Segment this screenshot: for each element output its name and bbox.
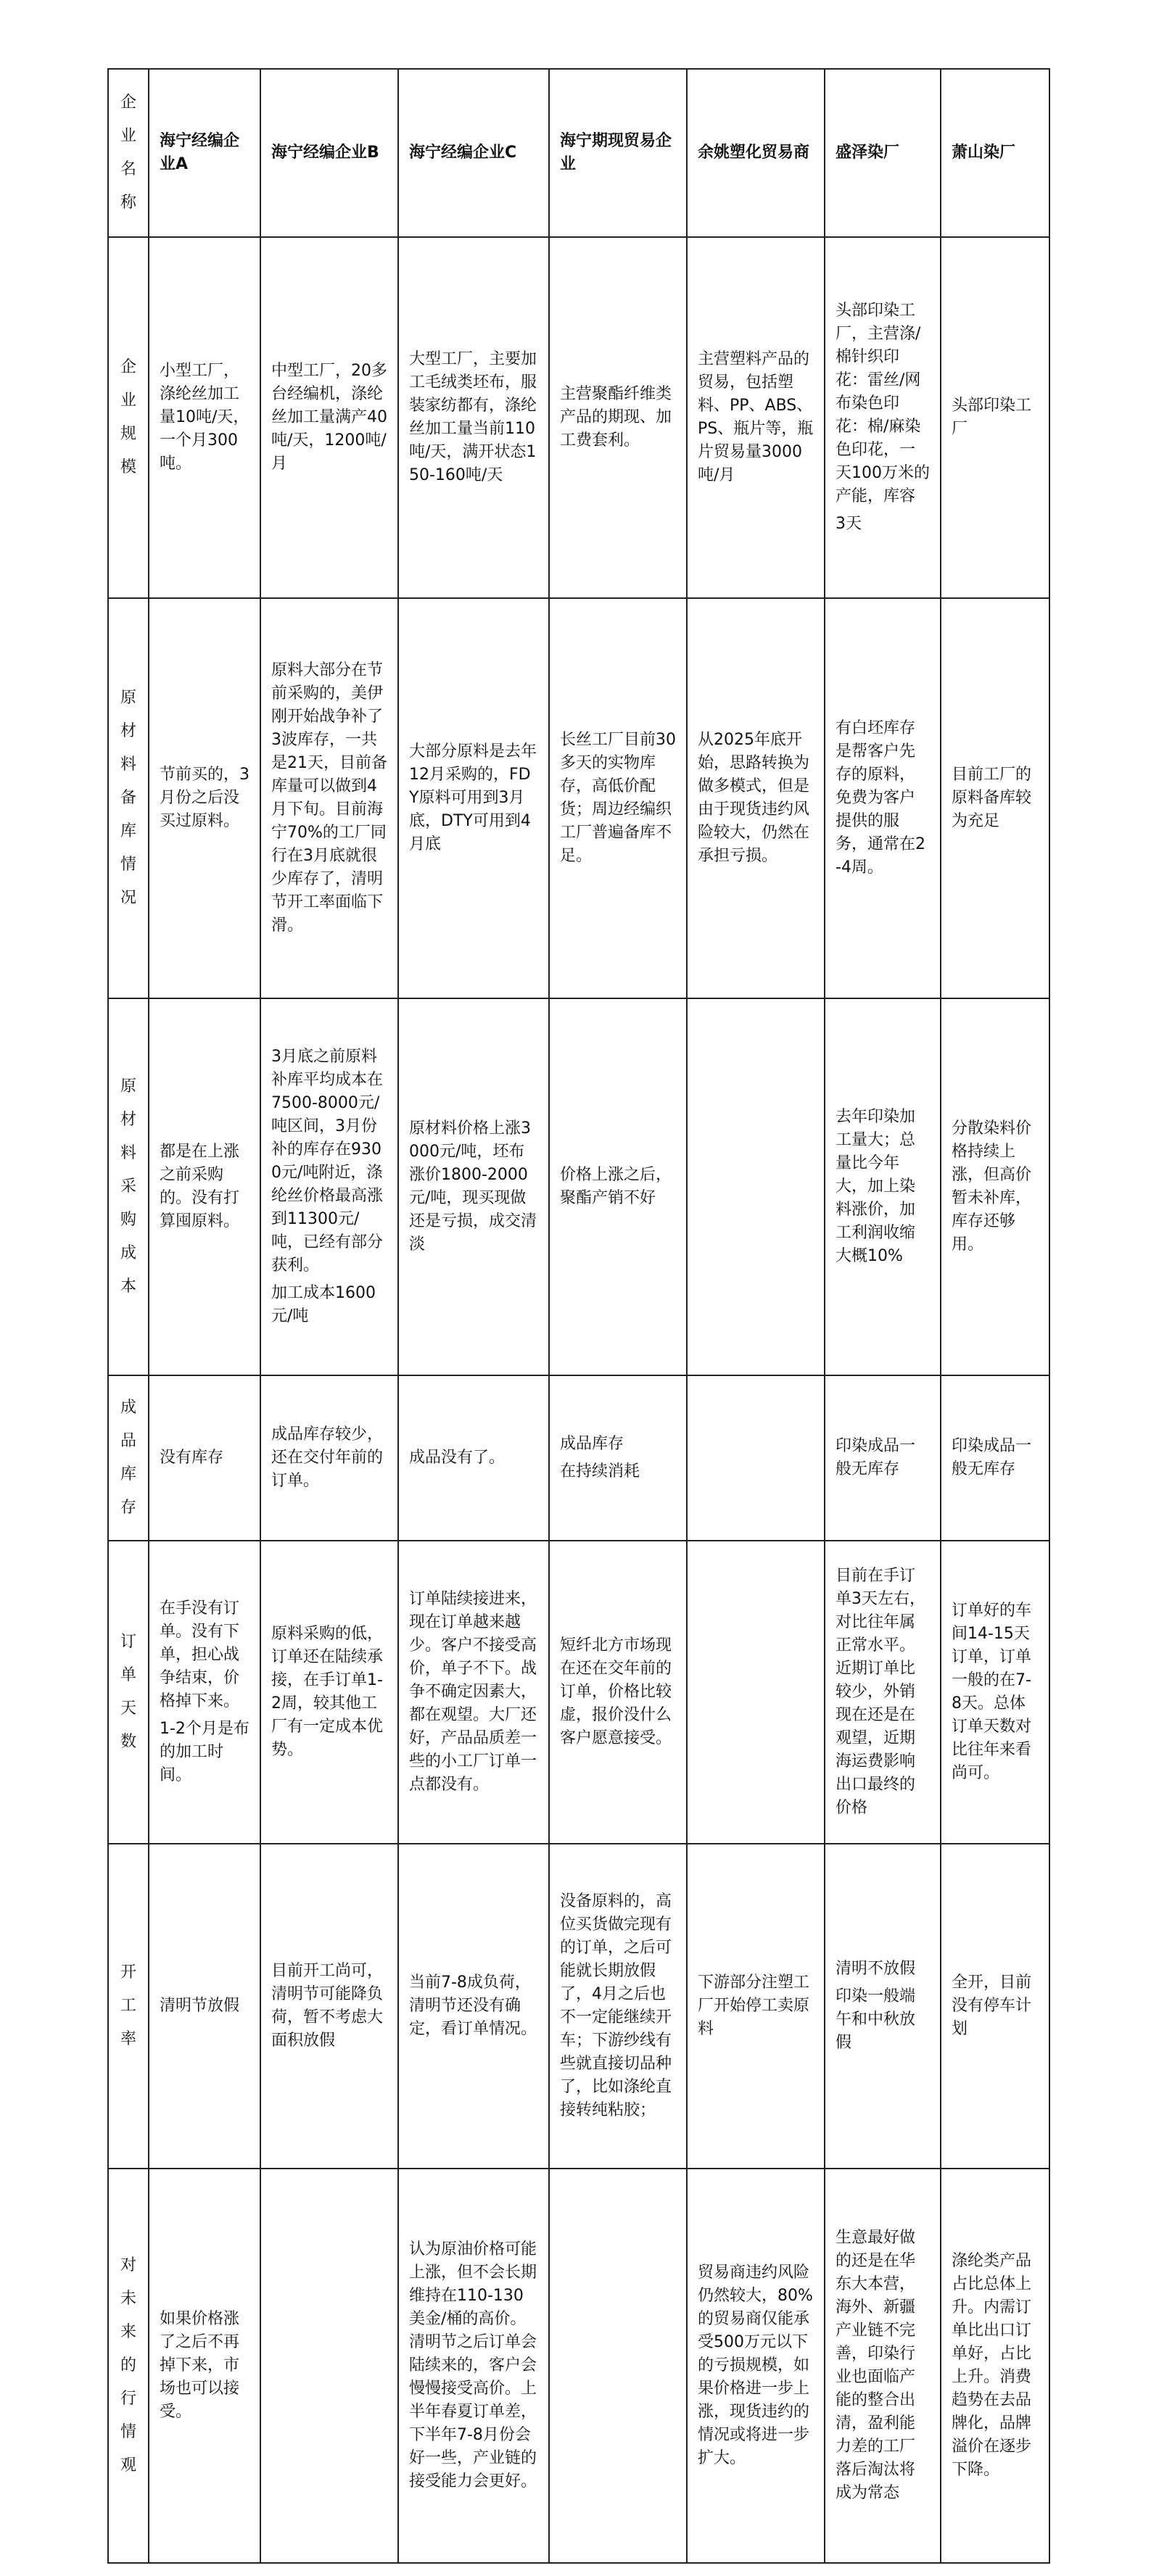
row-label: 开工率 <box>108 1844 149 2169</box>
column-header-xiaoshan: 萧山染厂 <box>941 69 1049 237</box>
table-cell: 节前买的，3月份之后没买过原料。 <box>149 598 260 998</box>
table-cell <box>549 2169 687 2563</box>
table-cell: 没备原料的，高位买货做完现有的订单，之后可能就长期放假了，4月之后也不一定能继续开车；下游纱线有些就直接切品种了，比如涤纶直接转纯粘胶； <box>549 1844 687 2169</box>
table-cell: 3月底之前原料补库平均成本在7500-8000元/吨区间，3月份补的库存在9300元/吨附近，涤纶丝价格最高涨到11300元/吨，已经有部分获利。 加工成本1600元/吨 <box>260 998 398 1375</box>
table-cell: 涤纶类产品占比总体上升。内需订单比出口订单好，占比上升。消费趋势在去品牌化，品牌溢价在逐步下降。 <box>941 2169 1049 2563</box>
table-cell: 没有库存 <box>149 1375 260 1541</box>
column-header-b: 海宁经编企业B <box>260 69 398 237</box>
column-header-trader: 海宁期现贸易企业 <box>549 69 687 237</box>
column-header-a: 海宁经编企业A <box>149 69 260 237</box>
row-label: 原材料采购成本 <box>108 998 149 1375</box>
table-cell: 贸易商违约风险仍然较大，80%的贸易商仅能承受500万元以下的亏损规模，如果价格进一步上涨，现货违约的情况或将进一步扩大。 <box>687 2169 825 2563</box>
table-cell: 在手没有订单。没有下单，担心战争结束，价格掉下来。 1-2个月是布的加工时间。 <box>149 1541 260 1844</box>
table-cell: 目前工厂的原料备库较为充足 <box>941 598 1049 998</box>
row-label: 成品库存 <box>108 1375 149 1541</box>
table-cell: 原料大部分在节前采购的，美伊刚开始战争补了3波库存，一共是21天，目前备库量可以做到4月下旬。目前海宁70%的工厂同行在3月底就很少库存了，清明节开工率面临下滑。 <box>260 598 398 998</box>
row-label-header <box>108 69 149 237</box>
table-cell: 都是在上涨之前采购的。没有打算囤原料。 <box>149 998 260 1375</box>
table-cell: 成品库存 在持续消耗 <box>549 1375 687 1541</box>
table-row <box>108 1844 1049 2169</box>
table-cell: 印染成品一般无库存 <box>825 1375 941 1541</box>
table-cell: 目前开工尚可，清明节可能降负荷，暂不考虑大面积放假 <box>260 1844 398 2169</box>
table-cell: 清明节放假 <box>149 1844 260 2169</box>
table-cell: 小型工厂，涤纶丝加工量10吨/天，一个月300吨。 <box>149 237 260 598</box>
table-cell: 价格上涨之后，聚酯产销不好 <box>549 998 687 1375</box>
table-cell: 成品库存较少，还在交付年前的订单。 <box>260 1375 398 1541</box>
table-cell: 订单好的车间14-15天订单，订单一般的在7-8天。总体订单天数对比往年来看尚可。 <box>941 1541 1049 1844</box>
table-row <box>108 998 1049 1375</box>
table-cell <box>687 998 825 1375</box>
table-cell: 成品没有了。 <box>398 1375 549 1541</box>
table-cell: 原材料价格上涨3000元/吨，坯布涨价1800-2000元/吨，现买现做还是亏损，成交清淡 <box>398 998 549 1375</box>
table-cell: 头部印染工厂，主营涤/棉针织印花：雷丝/网布染色印花：棉/麻染色印花，一天100万米的产能，库容 3天 <box>825 237 941 598</box>
table-cell: 去年印染加工量大；总量比今年大，加上染料涨价，加工利润收缩大概10% <box>825 998 941 1375</box>
table-cell: 长丝工厂目前30多天的实物库存，高低价配货；周边经编织工厂普遍备库不足。 <box>549 598 687 998</box>
table-cell: 生意最好做的还是在华东大本营，海外、新疆产业链不完善，印染行业也面临产能的整合出清，盈利能力差的工厂落后淘汰将成为常态 <box>825 2169 941 2563</box>
table-cell: 认为原油价格可能上涨，但不会长期维持在110-130美金/桶的高价。清明节之后订单会陆续来的，客户会慢慢接受高价。上半年春夏订单差，下半年7-8月份会好一些，产业链的接受能力会更好。 <box>398 2169 549 2563</box>
table-cell: 印染成品一般无库存 <box>941 1375 1049 1541</box>
row-label: 企业规模 <box>108 237 149 598</box>
table-cell: 目前在手订单3天左右，对比往年属正常水平。近期订单比较少，外销现在还是在观望，近期海运费影响出口最终的价格 <box>825 1541 941 1844</box>
table-cell: 有白坯库存是帮客户先存的原料，免费为客户提供的服务，通常在2-4周。 <box>825 598 941 998</box>
table-cell: 清明不放假 印染一般端午和中秋放假 <box>825 1844 941 2169</box>
column-header-yuyao: 余姚塑化贸易商 <box>687 69 825 237</box>
table-row <box>108 1375 1049 1541</box>
table-cell: 中型工厂，20多台经编机，涤纶丝加工量满产40吨/天，1200吨/月 <box>260 237 398 598</box>
table-row <box>108 2169 1049 2563</box>
table-cell: 订单陆续接进来，现在订单越来越少。客户不接受高价，单子不下。战争不确定因素大，都在观望。大厂还好，产品品质差一些的小工厂订单一点都没有。 <box>398 1541 549 1844</box>
table-row <box>108 598 1049 998</box>
table-cell: 短纤北方市场现在还在交年前的订单，价格比较虚，报价没什么客户愿意接受。 <box>549 1541 687 1844</box>
row-label-text: 企业名称 <box>120 94 136 212</box>
table-cell <box>260 2169 398 2563</box>
survey-table <box>107 68 1050 2564</box>
table-cell <box>687 1541 825 1844</box>
table-row <box>108 237 1049 598</box>
table-cell: 原料采购的低，订单还在陆续承接，在手订单1-2周，较其他工厂有一定成本优势。 <box>260 1541 398 1844</box>
row-label: 订单天数 <box>108 1541 149 1844</box>
table-cell: 从2025年底开始，思路转换为做多模式，但是由于现货违约风险较大，仍然在承担亏损。 <box>687 598 825 998</box>
table-cell: 下游部分注塑工厂开始停工卖原料 <box>687 1844 825 2169</box>
column-header-shengze: 盛泽染厂 <box>825 69 941 237</box>
table-cell: 分散染料价格持续上涨，但高价暂未补库，库存还够用。 <box>941 998 1049 1375</box>
table-cell: 当前7-8成负荷，清明节还没有确定，看订单情况。 <box>398 1844 549 2169</box>
row-label: 原材料备库情况 <box>108 598 149 998</box>
table-cell: 头部印染工厂 <box>941 237 1049 598</box>
table-row <box>108 1541 1049 1844</box>
header-row <box>108 69 1049 237</box>
table-cell: 主营塑料产品的贸易，包括塑料、PP、ABS、PS、瓶片等，瓶片贸易量3000吨/月 <box>687 237 825 598</box>
table-cell: 大部分原料是去年12月采购的，FDY原料可用到3月底，DTY可用到4月底 <box>398 598 549 998</box>
table-cell: 主营聚酯纤维类产品的期现、加工费套利。 <box>549 237 687 598</box>
table-cell <box>687 1375 825 1541</box>
table-cell: 全开，目前没有停车计划 <box>941 1844 1049 2169</box>
table-cell: 大型工厂，主要加工毛绒类坯布，服装家纺都有，涤纶丝加工量当前110吨/天，满开状态150-160吨/天 <box>398 237 549 598</box>
table-cell: 如果价格涨了之后不再掉下来，市场也可以接受。 <box>149 2169 260 2563</box>
row-label: 对未来的行情观 <box>108 2169 149 2563</box>
column-header-c: 海宁经编企业C <box>398 69 549 237</box>
